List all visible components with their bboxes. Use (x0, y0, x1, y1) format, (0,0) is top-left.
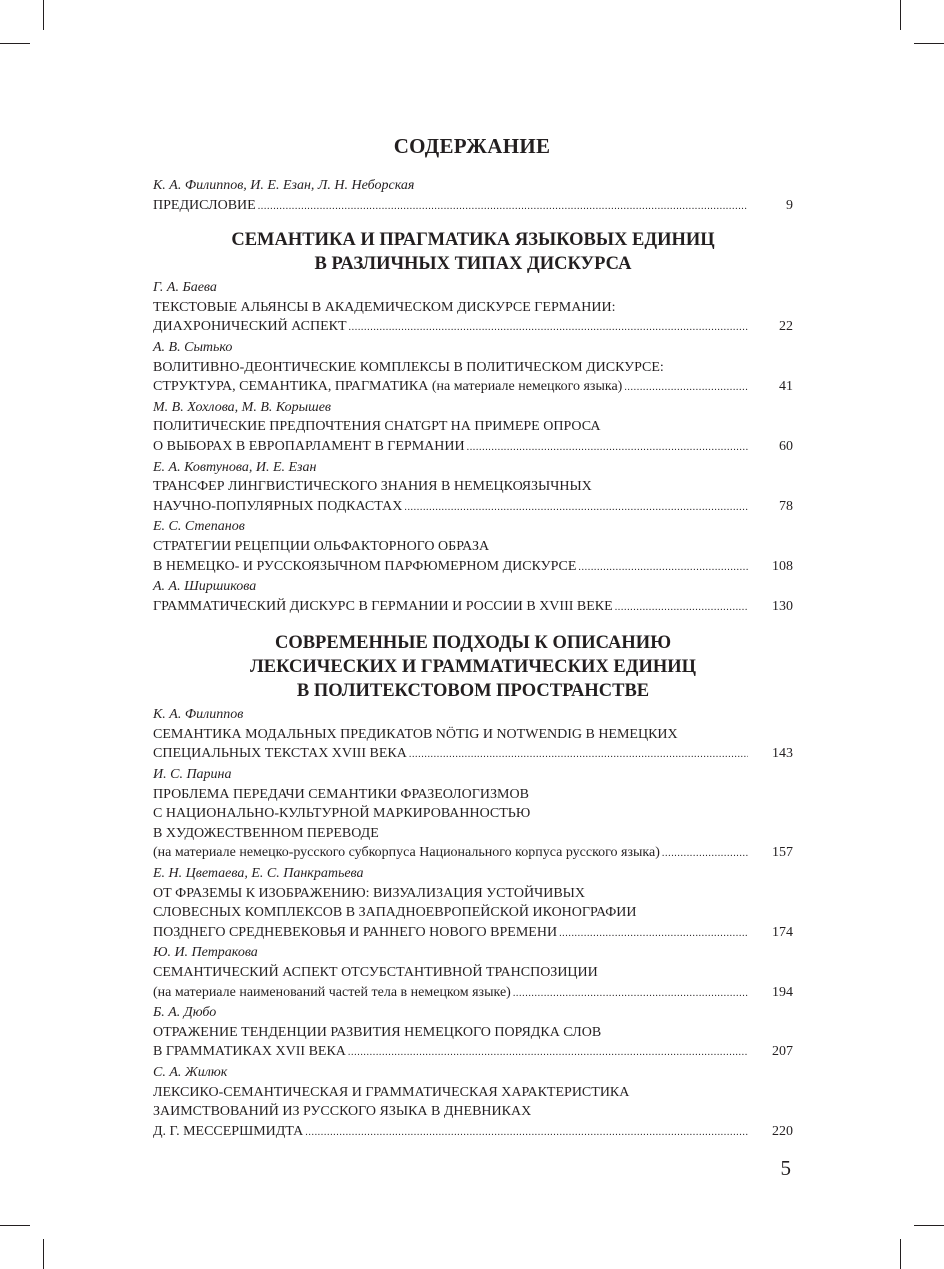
entry-title-line-with-page (153, 744, 793, 765)
entry-title-line-with-page (153, 437, 793, 458)
section-heading-line: СОВРЕМЕННЫЕ ПОДХОДЫ К ОПИСАНИЮ (274, 633, 672, 654)
entry-page-number: 143 (772, 746, 793, 762)
dot-leader (662, 844, 748, 864)
page-number: 5 (780, 1156, 791, 1180)
entry-title-line: ЛЕКСИКО-СЕМАНТИЧЕСКАЯ И ГРАММАТИЧЕСКАЯ ХАРАКТЕРИСТИКА (153, 1084, 630, 1100)
section-heading-line: СЕМАНТИКА И ПРАГМАТИКА ЯЗЫКОВЫХ ЕДИНИЦ (231, 230, 715, 251)
toc-entry (153, 943, 793, 1003)
entry-title-line: ВОЛИТИВНО-ДЕОНТИЧЕСКИЕ КОМПЛЕКСЫ В ПОЛИТИЧЕСКОМ ДИСКУРСЕ: (153, 359, 664, 375)
toc-entry (153, 1003, 793, 1063)
entry-title-line: ПОЛИТИЧЕСКИЕ ПРЕДПОЧТЕНИЯ CHATGPT НА ПРИМЕРЕ ОПРОСА (153, 419, 601, 435)
entry-title-line: Д. Г. МЕССЕРШМИДТА (153, 1123, 304, 1139)
dot-leader (513, 984, 748, 1004)
dot-leader (467, 438, 748, 458)
toc-entry (153, 517, 793, 577)
entry-authors: К. А. Филиппов (153, 707, 244, 723)
table-of-contents (153, 176, 793, 1142)
entry-authors: С. А. Жилюк (153, 1064, 228, 1080)
toc-entry (153, 338, 793, 398)
entry-title-line: ГРАММАТИЧЕСКИЙ ДИСКУРС В ГЕРМАНИИ И РОССИИ В XVIII ВЕКЕ (153, 598, 613, 614)
entry-page-number: 108 (772, 558, 793, 574)
entry-title-line: С НАЦИОНАЛЬНО-КУЛЬТУРНОЙ МАРКИРОВАННОСТЬЮ (153, 806, 531, 822)
crop-mark (914, 1225, 944, 1226)
entry-authors: А. В. Сытько (153, 339, 233, 355)
dot-leader (349, 318, 748, 338)
entry-title-line: ТЕКСТОВЫЕ АЛЬЯНСЫ В АКАДЕМИЧЕСКОМ ДИСКУРСЕ ГЕРМАНИИ: (153, 299, 616, 315)
toc-entry (153, 765, 793, 864)
crop-mark (914, 43, 944, 44)
toc-entry (153, 864, 793, 943)
entry-title-line: НАУЧНО-ПОПУЛЯРНЫХ ПОДКАСТАХ (153, 498, 403, 514)
section-heading-line: В РАЗЛИЧНЫХ ТИПАХ ДИСКУРСА (314, 254, 632, 275)
entry-title-line: ПОЗДНЕГО СРЕДНЕВЕКОВЬЯ И РАННЕГО НОВОГО ВРЕМЕНИ (153, 924, 558, 940)
entry-page-number: 41 (779, 379, 793, 395)
entry-title-line: ТРАНСФЕР ЛИНГВИСТИЧЕСКОГО ЗНАНИЯ В НЕМЕЦКОЯЗЫЧНЫХ (153, 479, 592, 495)
entry-title-line: ОТ ФРАЗЕМЫ К ИЗОБРАЖЕНИЮ: ВИЗУАЛИЗАЦИЯ УСТОЙЧИВЫХ (153, 885, 585, 901)
section-heading (153, 228, 793, 276)
entry-authors: Ю. И. Петракова (153, 945, 258, 961)
toc-entry (153, 458, 793, 518)
entry-title-line: (на материале наименований частей тела в немецком языке) (153, 984, 511, 1000)
entry-title-line: ПРЕДИСЛОВИЕ (153, 197, 256, 213)
section-heading-line: ЛЕКСИЧЕСКИХ И ГРАММАТИЧЕСКИХ ЕДИНИЦ (249, 657, 697, 678)
crop-mark (43, 0, 44, 30)
entry-authors: К. А. Филиппов, И. Е. Езан, Л. Н. Неборская (153, 178, 415, 193)
entry-title-line: ОТРАЖЕНИЕ ТЕНДЕНЦИИ РАЗВИТИЯ НЕМЕЦКОГО ПОРЯДКА СЛОВ (153, 1024, 602, 1040)
dot-leader (578, 558, 748, 578)
entry-title-line-with-page (153, 557, 793, 578)
page-title: СОДЕРЖАНИЕ (393, 134, 551, 158)
crop-mark (900, 1239, 901, 1269)
toc-entry-preface (153, 176, 793, 216)
entry-title-line-with-page (153, 1042, 793, 1063)
entry-authors: И. С. Парина (153, 767, 232, 783)
entry-title-line: СТРАТЕГИИ РЕЦЕПЦИИ ОЛЬФАКТОРНОГО ОБРАЗА (153, 538, 490, 554)
entry-title-line-with-page (153, 317, 793, 338)
entry-title-line: СЛОВЕСНЫХ КОМПЛЕКСОВ В ЗАПАДНОЕВРОПЕЙСКОЙ ИКОНОГРАФИИ (153, 905, 637, 921)
dot-leader (615, 598, 748, 618)
entry-title-line: СЕМАНТИЧЕСКИЙ АСПЕКТ ОТСУБСТАНТИВНОЙ ТРАНСПОЗИЦИИ (153, 965, 598, 980)
entry-title-line: В НЕМЕЦКО- И РУССКОЯЗЫЧНОМ ПАРФЮМЕРНОМ ДИСКУРСЕ (153, 558, 577, 574)
entry-title-line: О ВЫБОРАХ В ЕВРОПАРЛАМЕНТ В ГЕРМАНИИ (153, 438, 465, 454)
entry-title-line-with-page (153, 377, 793, 398)
section-heading (153, 631, 793, 703)
toc-entry (153, 1063, 793, 1142)
section-heading-line: В ПОЛИТЕКСТОВОМ ПРОСТРАНСТВЕ (296, 681, 650, 702)
entry-title-line-with-page (153, 497, 793, 518)
dot-leader (305, 1123, 748, 1143)
entry-page-number: 130 (772, 598, 793, 614)
entry-page-number: 9 (786, 197, 793, 213)
entry-authors: Г. А. Баева (153, 280, 217, 296)
toc-entry (153, 278, 793, 338)
entry-title-line-with-page (153, 1122, 793, 1143)
entry-title-line-with-page (153, 923, 793, 944)
entry-authors: М. В. Хохлова, М. В. Корышев (153, 399, 331, 415)
entry-authors: Б. А. Дюбо (153, 1005, 217, 1021)
entry-authors: А. А. Ширшикова (153, 579, 257, 595)
entry-title-line: СПЕЦИАЛЬНЫХ ТЕКСТАХ XVIII ВЕКА (153, 746, 407, 762)
entry-title-line-with-page (153, 597, 793, 618)
dot-leader (624, 378, 748, 398)
crop-mark (43, 1239, 44, 1269)
entry-page-number: 157 (772, 845, 793, 861)
entry-page-number: 194 (772, 984, 793, 1000)
entry-page-number: 207 (772, 1044, 793, 1060)
entry-title-line-with-page (153, 196, 793, 217)
dot-leader (409, 745, 748, 765)
toc-entry (153, 398, 793, 458)
entry-page-number: 174 (772, 924, 793, 940)
entry-title-line: СТРУКТУРА, СЕМАНТИКА, ПРАГМАТИКА (на материале немецкого языка) (153, 379, 623, 395)
entry-page-number: 220 (772, 1123, 793, 1139)
entry-authors: Е. С. Степанов (153, 519, 245, 535)
crop-mark (900, 0, 901, 30)
dot-leader (559, 924, 748, 944)
crop-mark (0, 1225, 30, 1226)
toc-entry (153, 705, 793, 765)
entry-title-line: (на материале немецко-русского субкорпуса Национального корпуса русского языка) (153, 845, 660, 861)
entry-authors: Е. А. Ковтунова, И. Е. Езан (153, 459, 317, 475)
entry-page-number: 60 (779, 438, 793, 454)
entry-title-line: ПРОБЛЕМА ПЕРЕДАЧИ СЕМАНТИКИ ФРАЗЕОЛОГИЗМОВ (153, 786, 529, 802)
crop-mark (0, 43, 30, 44)
entry-title-line: ДИАХРОНИЧЕСКИЙ АСПЕКТ (153, 319, 347, 335)
entry-page-number: 22 (779, 319, 793, 335)
entry-title-line: В ХУДОЖЕСТВЕННОМ ПЕРЕВОДЕ (153, 825, 379, 841)
dot-leader (404, 498, 748, 518)
dot-leader (348, 1043, 748, 1063)
entry-title-line-with-page (153, 983, 793, 1004)
entry-title-line: В ГРАММАТИКАХ XVII ВЕКА (153, 1044, 346, 1060)
dot-leader (258, 197, 748, 217)
toc-entry (153, 577, 793, 617)
entry-title-line-with-page (153, 843, 793, 864)
entry-page-number: 78 (779, 498, 793, 514)
entry-title-line: СЕМАНТИКА МОДАЛЬНЫХ ПРЕДИКАТОВ NÖTIG И NOTWENDIG В НЕМЕЦКИХ (153, 726, 678, 742)
entry-authors: Е. Н. Цветаева, Е. С. Панкратьева (153, 866, 364, 882)
toc-sections (153, 228, 793, 1142)
entry-title-line: ЗАИМСТВОВАНИЙ ИЗ РУССКОГО ЯЗЫКА В ДНЕВНИКАХ (153, 1104, 532, 1120)
